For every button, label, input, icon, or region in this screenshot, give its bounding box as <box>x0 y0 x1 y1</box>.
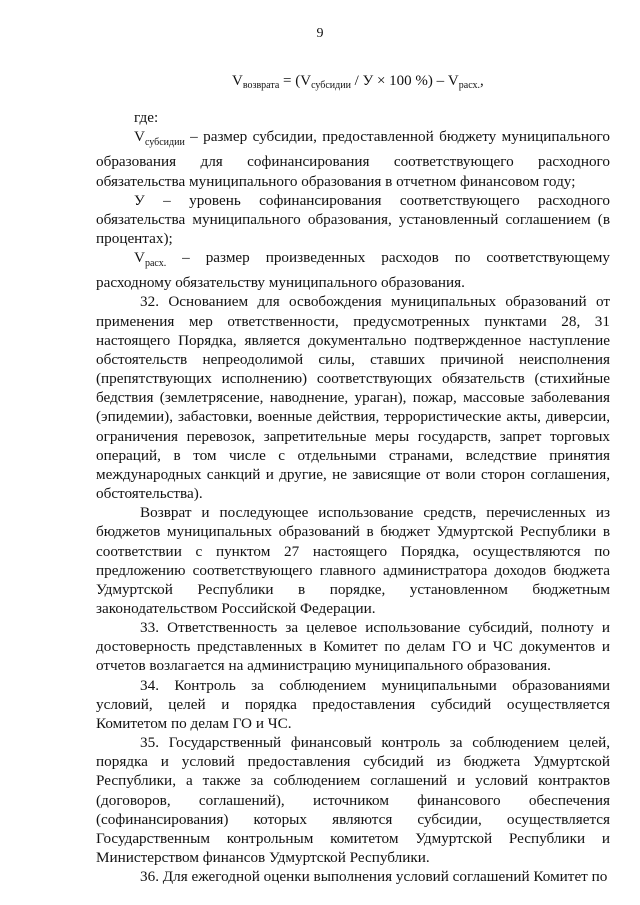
paragraph-36: 36. Для ежегодной оценки выполнения условий соглашений Комитет по <box>140 868 608 886</box>
definition-symbol: V <box>134 128 145 146</box>
definition-level <box>96 191 610 248</box>
formula-sub-refund: возврата <box>242 80 280 91</box>
paragraph-35: 35. Государственный финансовый контроль за соблюдением целей, порядка и условий предоставления субсидий из бюджета Удмуртской Республики, а также за соблюдением соглашений и условий контрактов (договоров, соглашений), источником финансового обеспечения (софинансирования) которых являются субсидии, осуществляется Государственным контрольным комитетом Удмуртской Республики и Министерством финансов Удмуртской Республики. <box>96 734 610 866</box>
formula-v: V <box>232 73 243 89</box>
formula-middle: / У × 100 %) – V <box>350 73 459 89</box>
definition-symbol: V <box>134 249 145 267</box>
paragraph-refund: Возврат и последующее использование средств, перечисленных из бюджетов муниципальных образований в бюджет Удмуртской Республики в соответствии с пунктом 27 настоящего Порядка, осуществляются по предложению соответствующего главного администратора доходов бюджета Удмуртской Республики в порядке, установленном бюджетным законодательством Российской Федерации. <box>96 504 610 617</box>
definition-text: – размер субсидии, предоставленной бюджету муниципального образования для софинансирования соответствующего расходного обязательства муниципального образования в отчетном финансовом году; <box>96 128 610 190</box>
formula-sub-expenses: расх. <box>458 80 480 91</box>
paragraph-33: 33. Ответственность за целевое использование субсидий, полноту и достоверность представленных в Комитет по делам ГО и ЧС документов и отчетов возлагается на администрацию муниципального образования. <box>96 619 610 675</box>
definition-subscript: субсидии <box>144 137 185 149</box>
definition-subscript: расх. <box>144 258 167 270</box>
formula-sub-subsidy: субсидии <box>311 80 351 91</box>
formula-open: = (V <box>279 73 312 89</box>
definition-expenses <box>96 248 610 292</box>
definition-text: – размер произведенных расходов по соответствующему расходному обязательству муниципального образования. <box>96 249 610 292</box>
refund-formula <box>232 73 484 91</box>
where-label: где: <box>134 109 159 126</box>
paragraph-32: 32. Основанием для освобождения муниципальных образований от применения мер ответственности, предусмотренных пунктами 28, 31 настоящего Порядка, является документально подтвержденное наступление обстоятельств непреодолимой силы, ставших причиной неисполнения (препятствующих исполнению) соответствующих обязательств (стихийные бедствия (землетрясение, наводнение, ураган), пожар, массовые заболевания (эпидемии), забастовки, военные действия, террористические акты, диверсии, ограничения перевозок, запретительные меры государств, запрет торговых операций, в том числе с отдельными странами, вследствие принятия международных санкций и другие, не зависящие от воли сторон соглашения, обстоятельства). <box>96 293 610 503</box>
paragraph-34: 34. Контроль за соблюдением муниципальными образованиями условий, целей и порядка предоставления субсидий осуществляется Комитетом по делам ГО и ЧС. <box>96 676 610 732</box>
document-body <box>96 108 610 886</box>
definition-text: – уровень софинансирования соответствующего расходного обязательства муниципального образования, установленный соглашением (в процентах); <box>96 191 610 247</box>
definition-symbol: У <box>134 191 145 209</box>
definition-subsidy <box>96 127 610 191</box>
page-number: 9 <box>316 26 324 41</box>
formula-tail: , <box>480 73 484 89</box>
